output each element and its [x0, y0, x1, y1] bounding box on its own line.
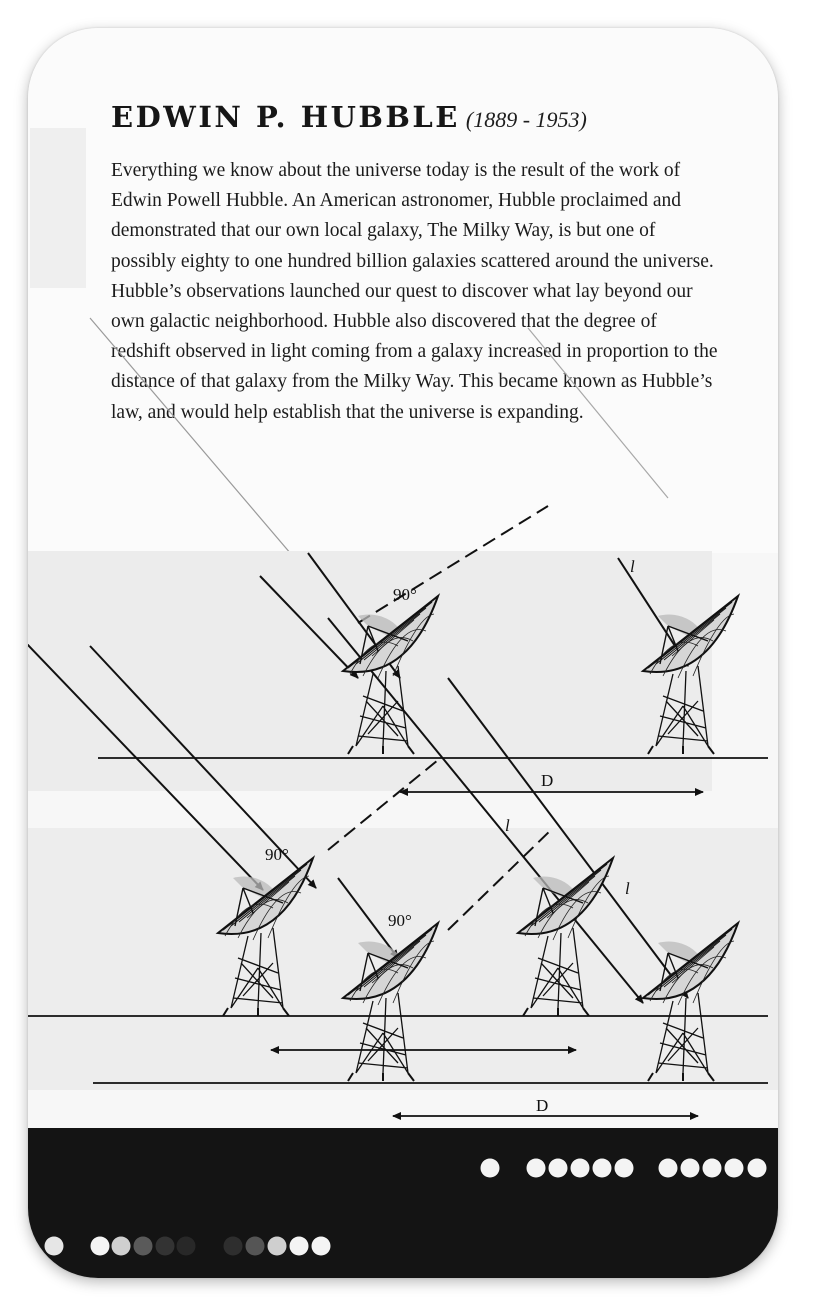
path-length-label: l [625, 879, 630, 898]
faded-strip [30, 128, 86, 288]
angle-label: 90° [388, 911, 412, 930]
path-length-label: l [505, 816, 510, 835]
astronomer-name: EDWIN P. HUBBLE [111, 100, 460, 134]
angle-label: 90° [393, 585, 417, 604]
angle-label: 90° [265, 845, 289, 864]
path-length-label: l [630, 557, 635, 576]
interferometry-diagram [28, 28, 778, 1278]
distance-label: D [536, 1096, 549, 1115]
hubble-card [28, 28, 778, 1278]
biography-text: Everything we know about the universe today is the result of the work of Edwin Powell Hubble. An American astronomer, Hubble proclaimed and demonstrated that our own local galaxy, The Milky Way, is but one of possibly eighty to one hundred billion galaxies scattered around the universe. Hubble’s observations launched our quest to discover what lay beyond our own galactic neighborhood. Hubble also discovered that the degree of redshift observed in light coming from a galaxy increased in proportion to the distance of that galaxy from the Milky Way. This became known as Hubble’s law, and would help establish that the universe is expanding. [111, 160, 718, 423]
life-years: (1889 - 1953) [465, 107, 587, 132]
distance-label: D [541, 771, 554, 790]
dark-band [28, 1128, 778, 1278]
